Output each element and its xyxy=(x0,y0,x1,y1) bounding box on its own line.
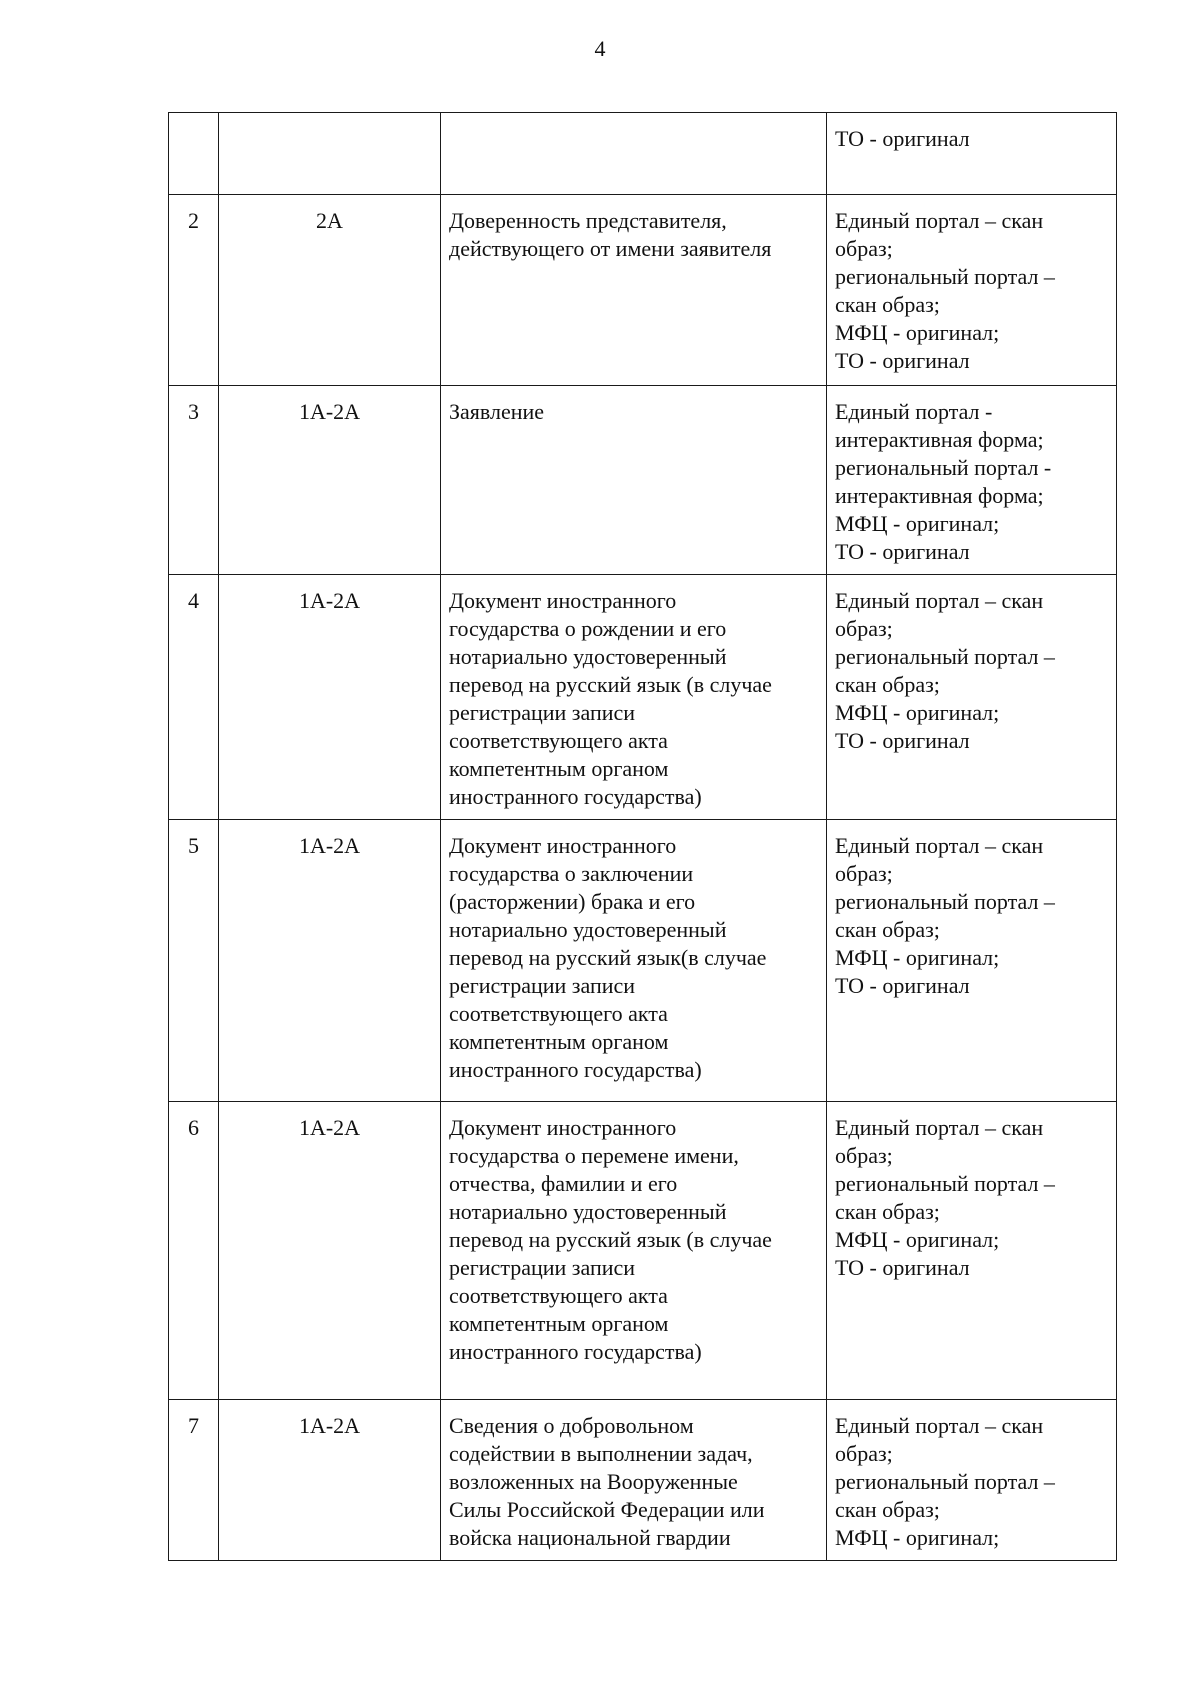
table-row xyxy=(169,1400,1117,1561)
submission-method-line: МФЦ - оригинал; xyxy=(835,945,1000,970)
submission-method-line: Единый портал - xyxy=(835,399,993,424)
row-code: 1А-2А xyxy=(219,386,441,575)
table-row xyxy=(169,1102,1117,1400)
document-name-line: компетентным органом xyxy=(449,756,669,781)
document-name-line: соответствующего акта xyxy=(449,728,668,753)
submission-method-line: МФЦ - оригинал; xyxy=(835,511,1000,536)
submission-method-line: МФЦ - оригинал; xyxy=(835,1525,1000,1550)
submission-method-line: образ; xyxy=(835,236,893,261)
row-number: 5 xyxy=(169,820,219,1102)
document-name-line: иностранного государства) xyxy=(449,1057,702,1082)
document-name-line: войска национальной гвардии xyxy=(449,1525,731,1550)
submission-method-cell xyxy=(827,195,1117,386)
submission-method-line: Единый портал – скан xyxy=(835,1413,1044,1438)
submission-method-cell xyxy=(827,820,1117,1102)
submission-method-line: МФЦ - оригинал; xyxy=(835,1227,1000,1252)
submission-method-line: МФЦ - оригинал; xyxy=(835,700,1000,725)
submission-method-line: МФЦ - оригинал; xyxy=(835,320,1000,345)
document-name-line: компетентным органом xyxy=(449,1311,669,1336)
document-name-line: перевод на русский язык (в случае xyxy=(449,1227,772,1252)
document-name-line: Заявление xyxy=(449,399,545,424)
table-row xyxy=(169,195,1117,386)
document-name-line: Силы Российской Федерации или xyxy=(449,1497,765,1522)
submission-method-line: Единый портал – скан xyxy=(835,1115,1044,1140)
document-name-line: государства о рождении и его xyxy=(449,616,727,641)
submission-method-line: образ; xyxy=(835,1143,893,1168)
submission-method-line: ТО - оригинал xyxy=(835,348,970,373)
submission-method-line: региональный портал – xyxy=(835,1469,1055,1494)
documents-table xyxy=(168,112,1117,1561)
submission-method-cell xyxy=(827,386,1117,575)
row-code: 2А xyxy=(219,195,441,386)
document-name-cell xyxy=(441,386,827,575)
submission-method-line: региональный портал – xyxy=(835,644,1055,669)
submission-method-line: ТО - оригинал xyxy=(835,126,970,151)
document-name-line: перевод на русский язык (в случае xyxy=(449,672,772,697)
submission-method-cell xyxy=(827,113,1117,195)
document-name-line: соответствующего акта xyxy=(449,1001,668,1026)
document-name-line: Документ иностранного xyxy=(449,1115,677,1140)
row-number: 7 xyxy=(169,1400,219,1561)
document-name-cell xyxy=(441,1400,827,1561)
document-name-line: иностранного государства) xyxy=(449,784,702,809)
row-code xyxy=(219,113,441,195)
submission-method-cell xyxy=(827,1102,1117,1400)
document-name-line: перевод на русский язык(в случае xyxy=(449,945,767,970)
document-name-line: содействии в выполнении задач, xyxy=(449,1441,753,1466)
submission-method-line: Единый портал – скан xyxy=(835,588,1044,613)
submission-method-line: Единый портал – скан xyxy=(835,833,1044,858)
row-number: 6 xyxy=(169,1102,219,1400)
document-name-line: государства о перемене имени, xyxy=(449,1143,739,1168)
row-number xyxy=(169,113,219,195)
table-row xyxy=(169,113,1117,195)
submission-method-cell xyxy=(827,1400,1117,1561)
submission-method-line: скан образ; xyxy=(835,917,940,942)
submission-method-line: интерактивная форма; xyxy=(835,427,1044,452)
document-name-line: (расторжении) брака и его xyxy=(449,889,696,914)
submission-method-line: скан образ; xyxy=(835,672,940,697)
submission-method-line: региональный портал – xyxy=(835,1171,1055,1196)
submission-method-cell xyxy=(827,575,1117,820)
document-name-line: возложенных на Вооруженные xyxy=(449,1469,738,1494)
row-code: 1А-2А xyxy=(219,1102,441,1400)
document-name-line: нотариально удостоверенный xyxy=(449,1199,727,1224)
row-number: 2 xyxy=(169,195,219,386)
page-number: 4 xyxy=(594,36,606,61)
submission-method-line: образ; xyxy=(835,861,893,886)
submission-method-line: региональный портал – xyxy=(835,889,1055,914)
document-name-line: иностранного государства) xyxy=(449,1339,702,1364)
submission-method-line: образ; xyxy=(835,616,893,641)
submission-method-line: региональный портал – xyxy=(835,264,1055,289)
row-number: 4 xyxy=(169,575,219,820)
submission-method-line: скан образ; xyxy=(835,292,940,317)
row-number: 3 xyxy=(169,386,219,575)
submission-method-line: региональный портал - xyxy=(835,455,1052,480)
document-name-cell xyxy=(441,1102,827,1400)
submission-method-line: Единый портал – скан xyxy=(835,208,1044,233)
row-code: 1А-2А xyxy=(219,1400,441,1561)
submission-method-line: скан образ; xyxy=(835,1199,940,1224)
document-name-line: регистрации записи xyxy=(449,973,636,998)
document-name-line: регистрации записи xyxy=(449,700,636,725)
document-name-line: Сведения о добровольном xyxy=(449,1413,694,1438)
submission-method-line: интерактивная форма; xyxy=(835,483,1044,508)
document-name-line: нотариально удостоверенный xyxy=(449,644,727,669)
submission-method-line: ТО - оригинал xyxy=(835,973,970,998)
submission-method-line: ТО - оригинал xyxy=(835,539,970,564)
table-row xyxy=(169,820,1117,1102)
document-name-cell xyxy=(441,195,827,386)
document-name-line: государства о заключении xyxy=(449,861,694,886)
submission-method-line: ТО - оригинал xyxy=(835,1255,970,1280)
document-name-line: нотариально удостоверенный xyxy=(449,917,727,942)
document-name-line: действующего от имени заявителя xyxy=(449,236,772,261)
document-name-line: соответствующего акта xyxy=(449,1283,668,1308)
table-row xyxy=(169,386,1117,575)
document-name-cell xyxy=(441,575,827,820)
row-code: 1А-2А xyxy=(219,575,441,820)
document-name-line: регистрации записи xyxy=(449,1255,636,1280)
document-name-cell xyxy=(441,820,827,1102)
document-name-cell xyxy=(441,113,827,195)
submission-method-line: ТО - оригинал xyxy=(835,728,970,753)
document-name-line: компетентным органом xyxy=(449,1029,669,1054)
document-name-line: Документ иностранного xyxy=(449,588,677,613)
document-name-line: Доверенность представителя, xyxy=(449,208,727,233)
table-row xyxy=(169,575,1117,820)
submission-method-line: скан образ; xyxy=(835,1497,940,1522)
document-name-line: Документ иностранного xyxy=(449,833,677,858)
row-code: 1А-2А xyxy=(219,820,441,1102)
submission-method-line: образ; xyxy=(835,1441,893,1466)
document-name-line: отчества, фамилии и его xyxy=(449,1171,678,1196)
